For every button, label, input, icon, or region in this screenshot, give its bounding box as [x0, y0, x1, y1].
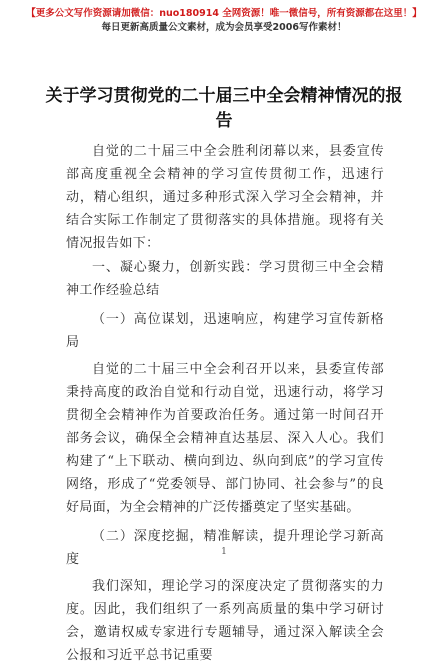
- promo-banner-line-1: 【更多公文写作资源请加微信：nuo180914 全网资源！唯一微信号，所有资源都在这里！】: [26, 8, 422, 19]
- promo-banner: [0, 8, 448, 34]
- subsection-heading: （二）深度挖掘，精准解读，提升理论学习新高度: [66, 529, 384, 567]
- body-paragraph: 自觉的二十届三中全会利召开以来，县委宣传部秉持高度的政治自觉和行动自觉，迅速行动，将学习贯彻全会精神作为首要政治任务。通过第一时间召开部务会议，确保全会精神直达基层、深入人心。我们构建了“上下联动、横向到边、纵向到底”的学习宣传网络，形成了“党委领导、部门协同、社会参与”的良好局面，为全会精神的广泛传播奠定了坚实基础。: [66, 362, 384, 515]
- body-paragraph: 我们深知，理论学习的深度决定了贯彻落实的力度。因此，我们组织了一系列高质量的集中学习研讨会，邀请权威专家进行专题辅导，通过深入解读全会公报和习近平总书记重要: [66, 579, 384, 663]
- subsection-heading: （一）高位谋划，迅速响应，构建学习宣传新格局: [66, 312, 384, 350]
- body-paragraph: 自觉的二十届三中全会胜利闭幕以来，县委宣传部高度重视全会精神的学习宣传贯彻工作，迅速行动，精心组织，通过多种形式深入学习全会精神，并结合实际工作制定了贯彻落实的具体措施。现将有关情况报告如下：: [66, 144, 384, 251]
- promo-banner-line-2: 每日更新高质量公文素材，成为会员享受2006写作素材！: [101, 22, 347, 33]
- document-body: [66, 140, 384, 667]
- section-heading: 一、凝心聚力，创新实践：学习贯彻三中全会精神工作经验总结: [66, 260, 384, 298]
- page-number: 1: [221, 547, 227, 557]
- document-title: 关于学习贯彻党的二十届三中全会精神情况的报告: [45, 86, 403, 131]
